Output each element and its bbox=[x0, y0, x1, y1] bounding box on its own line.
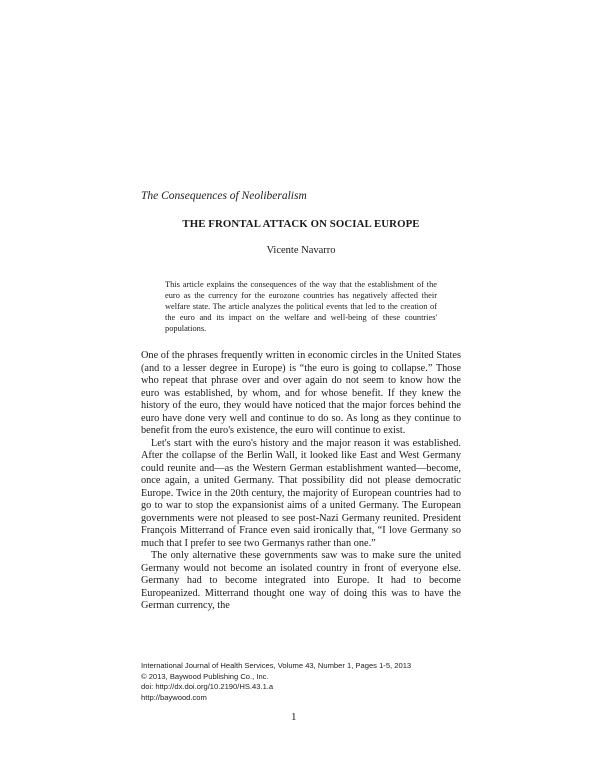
article-title: THE FRONTAL ATTACK ON SOCIAL EUROPE bbox=[182, 218, 420, 230]
author-name: Vicente Navarro bbox=[266, 245, 336, 256]
body-paragraph: The only alternative these governments saw was to make sure the united Germany would not become an isolated country in front of everyone else. Germany had to become integrated into Europe. It had to become Europeanized. Mitterrand thought one way of doing this was to have the German currency, the bbox=[141, 550, 461, 611]
doi-link[interactable]: doi: http://dx.doi.org/10.2190/HS.43.1.a bbox=[141, 682, 274, 692]
page-number: 1 bbox=[291, 711, 297, 723]
website-link[interactable]: http://baywood.com bbox=[141, 692, 207, 702]
body-paragraph: One of the phrases frequently written in economic circles in the United States (and to a lesser degree in Europe) is “the euro is going to collapse.” Those who repeat that phrase over and over again do not seem to know how the euro was established, by whom, and for whose benefit. If they knew the history of the euro, they would have noticed that the major forces behind the euro have done very well and continue to do so. As long as they continue to benefit from the euro's existence, the euro will continue to exist. bbox=[141, 350, 461, 436]
article-body bbox=[141, 350, 461, 613]
journal-citation: International Journal of Health Services, Volume 43, Number 1, Pages 1-5, 2013 bbox=[141, 661, 412, 670]
publication-footer bbox=[141, 661, 411, 703]
body-paragraph: Let's start with the euro's history and the major reason it was established. After the collapse of the Berlin Wall, it looked like East and West Germany could reunite and—as the Western German establishment wanted—become, once again, a united Germany. That possibility did not please democratic Europe. Twice in the 20th century, the majority of European countries had to go to war to stop the expansionist aims of a united Germany. The European governments were not pleased to see post-Nazi Germany reunited. President François Mitterrand of France even said ironically that, “I love Germany so much that I prefer to see two Germanys rather than one.” bbox=[141, 437, 461, 549]
abstract: This article explains the consequences of the way that the establishment of the euro as the currency for the eurozone countries has negatively affected their welfare state. The article analyzes the political events that led to the creation of the euro and its impact on the welfare and well-being of these countries' populations. bbox=[165, 280, 437, 333]
series-label: The Consequences of Neoliberalism bbox=[141, 190, 307, 202]
copyright-notice: © 2013, Baywood Publishing Co., Inc. bbox=[141, 671, 269, 681]
